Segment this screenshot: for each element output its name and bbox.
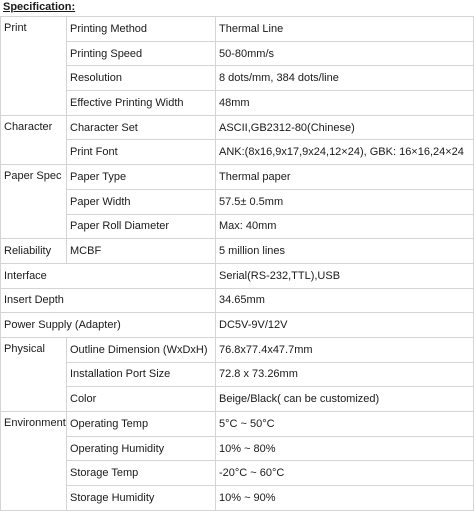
spec-value: 72.8 x 73.26mm [216,362,474,387]
table-row [1,436,474,461]
spec-value: 5 million lines [216,239,474,264]
spec-label-wide: Insert Depth [1,288,216,313]
table-row [1,486,474,511]
spec-label: Storage Humidity [67,486,216,511]
spec-value: 8 dots/mm, 384 dots/line [216,66,474,91]
spec-label-wide: Interface [1,263,216,288]
spec-label: Printing Method [67,17,216,42]
table-row [1,41,474,66]
spec-value: -20°C ~ 60°C [216,461,474,486]
spec-value: 57.5± 0.5mm [216,189,474,214]
spec-label: Operating Humidity [67,436,216,461]
category-cell-character: Character [1,115,67,164]
spec-value: ASCII,GB2312-80(Chinese) [216,115,474,140]
category-cell-physical: Physical [1,337,67,411]
table-row [1,91,474,116]
spec-value: 50-80mm/s [216,41,474,66]
spec-label: Printing Speed [67,41,216,66]
spec-label: Resolution [67,66,216,91]
spec-label: Paper Roll Diameter [67,214,216,239]
table-row [1,288,474,313]
table-row [1,313,474,338]
table-row [1,17,474,42]
spec-value: 5°C ~ 50°C [216,412,474,437]
spec-label: Effective Printing Width [67,91,216,116]
spec-label: Character Set [67,115,216,140]
table-row [1,214,474,239]
spec-value: ANK:(8x16,9x17,9x24,12×24), GBK: 16×16,24×24 [216,140,474,165]
table-row [1,461,474,486]
spec-value: Thermal paper [216,165,474,190]
spec-value: DC5V-9V/12V [216,313,474,338]
spec-value: 48mm [216,91,474,116]
specification-heading: Specification: [3,1,76,13]
table-row [1,337,474,362]
category-cell-reliability: Reliability [1,239,67,264]
spec-value: Beige/Black( can be customized) [216,387,474,412]
spec-label: Print Font [67,140,216,165]
table-row [1,263,474,288]
table-row [1,189,474,214]
spec-label: Paper Type [67,165,216,190]
table-row [1,165,474,190]
spec-value: Serial(RS-232,TTL),USB [216,263,474,288]
table-row [1,140,474,165]
category-cell-environment: Environment [1,412,67,511]
table-row [1,66,474,91]
spec-label: Installation Port Size [67,362,216,387]
spec-value: 10% ~ 80% [216,436,474,461]
spec-value: 34.65mm [216,288,474,313]
specification-table [0,16,474,511]
spec-label-wide: Power Supply (Adapter) [1,313,216,338]
spec-label: Storage Temp [67,461,216,486]
spec-value: 10% ~ 90% [216,486,474,511]
table-row [1,387,474,412]
table-row [1,362,474,387]
spec-value: 76.8x77.4x47.7mm [216,337,474,362]
spec-label: Color [67,387,216,412]
spec-value: Max: 40mm [216,214,474,239]
spec-value: Thermal Line [216,17,474,42]
category-cell-print: Print [1,17,67,116]
table-row [1,412,474,437]
spec-table-body [1,17,474,511]
table-row [1,239,474,264]
table-row [1,115,474,140]
spec-label: MCBF [67,239,216,264]
spec-label: Operating Temp [67,412,216,437]
category-cell-paper-spec: Paper Spec [1,165,67,239]
spec-label: Paper Width [67,189,216,214]
spec-label: Outline Dimension (WxDxH) [67,337,216,362]
